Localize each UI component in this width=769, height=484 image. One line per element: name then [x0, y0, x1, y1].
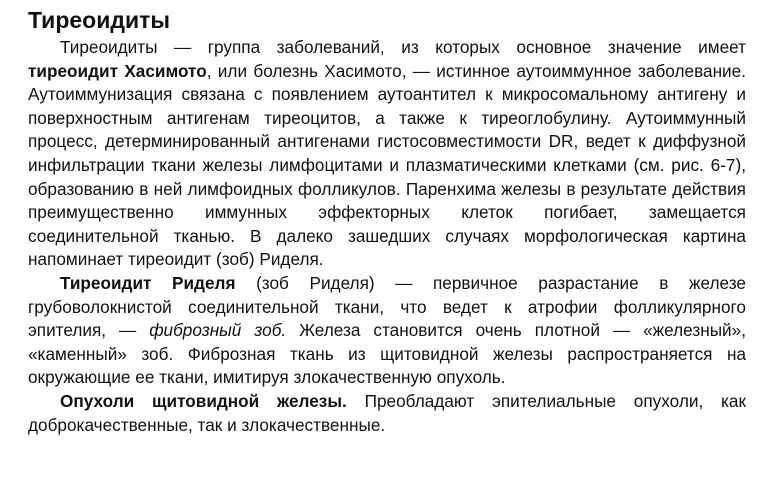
term-fibrous-goiter: фиброзный зоб.: [149, 320, 287, 341]
paragraph-text: (зоб Риделя) — первичное разрастание в железе грубоволокнистой соединительной ткани, что ведет к атрофии фолликулярного эпителия, —: [28, 272, 746, 341]
term-riedel: Тиреоидит Риделя: [60, 272, 236, 293]
paragraph-riedel: [28, 272, 746, 390]
section-heading: Тиреоидиты: [28, 7, 170, 33]
document-page: [28, 6, 746, 437]
paragraph-text: Железа становится очень плотной — «железный», «каменный» зоб. Фиброзная ткань из щитовидной железы распространяется на окружающие ее ткани, имитируя злокачественную опухоль.: [28, 320, 746, 388]
paragraph-text: Тиреоидиты — группа заболеваний, из которых основное значение имеет: [60, 37, 746, 57]
term-hashimoto: тиреоидит Хасимото: [28, 60, 207, 81]
paragraph-text: Преобладают эпителиальные опухоли, как доброкачественные, так и злокачественные.: [28, 390, 747, 435]
paragraph-text: , или болезнь Хасимото, — истинное аутоиммунное заболевание. Аутоиммунизация связана с появлением аутоантител к микросомальному антигену и поверхностным антигенам тиреоцитов, а также к тиреоглобулину. Аутоиммунный процесс, детерминированный антигенами гистосовместимости DR, ведет к диффузной инфильтрации ткани железы лимфоцитами и плазматическими клетками (см. рис. 6-7), образованию в ней лимфоидных фолликулов. Паренхима железы в результате действия преимущественно иммунных эффекторных клеток погибает, замещается соединительной тканью. В далеко зашедших случаях морфологическая картина напоминает тиреоидит (зоб) Риделя.: [28, 60, 746, 270]
paragraph-tumors: [28, 390, 746, 437]
paragraph-thyroiditis: [28, 36, 746, 272]
term-thyroid-tumors: Опухоли щитовидной железы.: [60, 390, 347, 411]
